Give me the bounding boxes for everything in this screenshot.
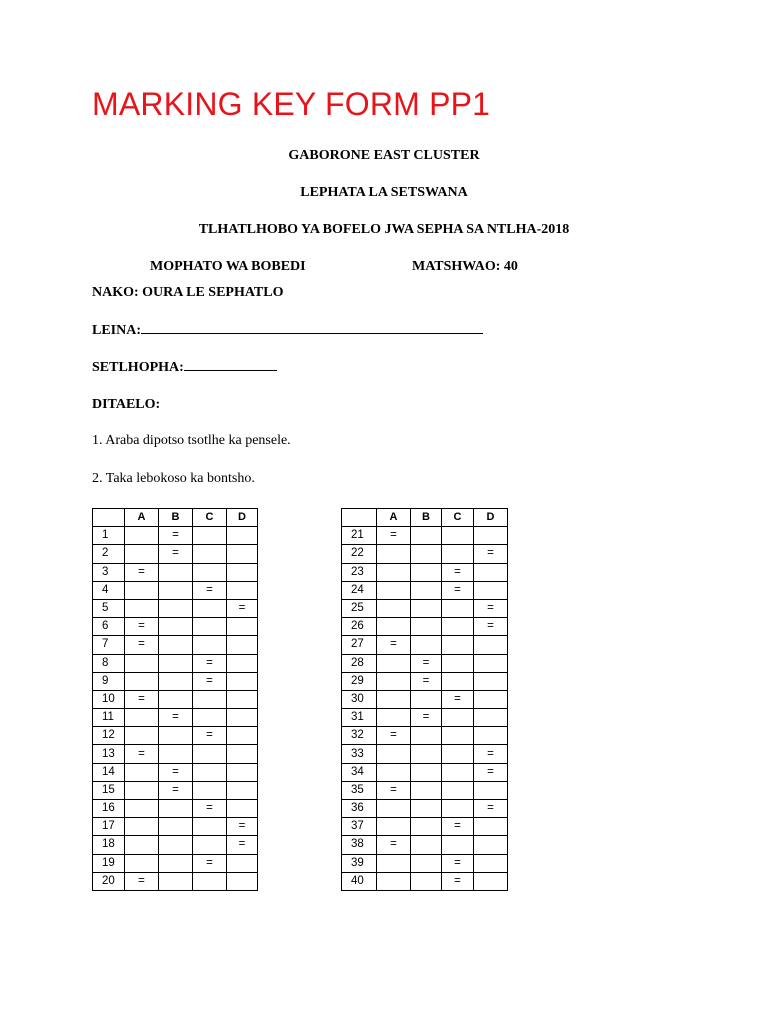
answer-cell-b xyxy=(411,727,442,745)
column-header-number xyxy=(93,509,125,527)
instructions-heading: DITAELO: xyxy=(92,397,161,412)
table-row xyxy=(342,672,508,690)
answer-cell-c xyxy=(442,618,474,636)
answer-cell-b xyxy=(411,545,442,563)
column-header-d: D xyxy=(474,509,508,527)
class-label: SETLHOPHA: xyxy=(92,360,184,375)
answer-mark: = xyxy=(377,636,411,654)
table-row xyxy=(93,672,258,690)
table-row xyxy=(93,727,258,745)
document-title: MARKING KEY FORM PP1 xyxy=(92,86,491,122)
answer-cell-d xyxy=(227,654,258,672)
question-number: 36 xyxy=(342,800,377,818)
answer-mark: = xyxy=(159,709,193,727)
table-row xyxy=(342,527,508,545)
answer-cell-a xyxy=(125,672,159,690)
answer-cell-d xyxy=(474,781,508,799)
answer-cell-b xyxy=(411,854,442,872)
answer-cell-c xyxy=(442,727,474,745)
answer-cell-b xyxy=(411,872,442,890)
answer-cell-b xyxy=(159,654,193,672)
answer-cell-c xyxy=(193,690,227,708)
answer-cell-c xyxy=(193,763,227,781)
answer-cell-d xyxy=(474,836,508,854)
answer-cell-d xyxy=(227,581,258,599)
question-number: 10 xyxy=(93,690,125,708)
table-row xyxy=(93,818,258,836)
answer-cell-d xyxy=(227,527,258,545)
question-number: 9 xyxy=(93,672,125,690)
question-number: 29 xyxy=(342,672,377,690)
answer-cell-c xyxy=(442,672,474,690)
question-number: 22 xyxy=(342,545,377,563)
answer-cell-d xyxy=(227,727,258,745)
column-header-a: A xyxy=(377,509,411,527)
answer-cell-d xyxy=(227,545,258,563)
answer-mark: = xyxy=(125,745,159,763)
question-number: 18 xyxy=(93,836,125,854)
question-number: 25 xyxy=(342,599,377,617)
table-row xyxy=(93,599,258,617)
question-number: 31 xyxy=(342,709,377,727)
answer-mark: = xyxy=(159,781,193,799)
answer-cell-d xyxy=(227,709,258,727)
question-number: 23 xyxy=(342,563,377,581)
answer-cell-d xyxy=(227,781,258,799)
answer-cell-a xyxy=(377,709,411,727)
answer-cell-b xyxy=(159,818,193,836)
table-row xyxy=(93,618,258,636)
answer-cell-c xyxy=(442,527,474,545)
answer-cell-b xyxy=(411,745,442,763)
question-number: 37 xyxy=(342,818,377,836)
answer-cell-d xyxy=(227,872,258,890)
question-number: 35 xyxy=(342,781,377,799)
name-row xyxy=(92,322,483,339)
column-header-c: C xyxy=(193,509,227,527)
class-blank-line[interactable] xyxy=(184,359,277,371)
answer-cell-c xyxy=(442,599,474,617)
answer-mark: = xyxy=(411,654,442,672)
answer-cell-c xyxy=(193,818,227,836)
answer-cell-d xyxy=(227,636,258,654)
answer-cell-c xyxy=(193,872,227,890)
answer-cell-a xyxy=(377,818,411,836)
answer-cell-c xyxy=(193,527,227,545)
answer-cell-c xyxy=(442,781,474,799)
answer-cell-a xyxy=(125,545,159,563)
answer-cell-a xyxy=(377,672,411,690)
answer-mark: = xyxy=(474,599,508,617)
answer-cell-b xyxy=(411,781,442,799)
answer-cell-b xyxy=(411,818,442,836)
answer-cell-a xyxy=(125,854,159,872)
answer-mark: = xyxy=(442,563,474,581)
answer-cell-c xyxy=(442,709,474,727)
answer-mark: = xyxy=(193,854,227,872)
answer-cell-c xyxy=(442,763,474,781)
answer-cell-b xyxy=(411,690,442,708)
answer-cell-a xyxy=(125,599,159,617)
answer-cell-c xyxy=(442,800,474,818)
answer-cell-a xyxy=(125,836,159,854)
question-number: 24 xyxy=(342,581,377,599)
answer-mark: = xyxy=(125,636,159,654)
answer-mark: = xyxy=(411,709,442,727)
answer-mark: = xyxy=(474,763,508,781)
answer-mark: = xyxy=(193,581,227,599)
answer-mark: = xyxy=(442,854,474,872)
table-row xyxy=(93,745,258,763)
answer-cell-d xyxy=(474,854,508,872)
instruction-item: 1. Araba dipotso tsotlhe ka pensele. xyxy=(92,433,291,448)
question-number: 16 xyxy=(93,800,125,818)
column-header-a: A xyxy=(125,509,159,527)
question-number: 6 xyxy=(93,618,125,636)
department-heading: LEPHATA LA SETSWANA xyxy=(300,185,468,200)
answer-mark: = xyxy=(474,545,508,563)
table-row xyxy=(342,763,508,781)
answer-cell-d xyxy=(474,581,508,599)
answer-cell-d xyxy=(474,654,508,672)
table-row xyxy=(93,654,258,672)
answer-cell-b xyxy=(411,563,442,581)
table-header-row xyxy=(93,509,258,527)
answer-cell-d xyxy=(227,854,258,872)
answer-cell-d xyxy=(474,563,508,581)
answer-cell-a xyxy=(377,581,411,599)
answer-key-table-left xyxy=(92,508,258,891)
answer-mark: = xyxy=(442,872,474,890)
answer-cell-d xyxy=(474,818,508,836)
answer-cell-a xyxy=(377,872,411,890)
table-row xyxy=(342,836,508,854)
answer-cell-d xyxy=(474,690,508,708)
exam-heading: TLHATLHOBO YA BOFELO JWA SEPHA SA NTLHA-2018 xyxy=(198,222,570,237)
answer-mark: = xyxy=(377,727,411,745)
table-row xyxy=(342,818,508,836)
instruction-item: 2. Taka lebokoso ka bontsho. xyxy=(92,471,255,486)
answer-cell-a xyxy=(125,581,159,599)
answer-mark: = xyxy=(193,672,227,690)
table-row xyxy=(342,727,508,745)
answer-cell-d xyxy=(474,636,508,654)
answer-cell-c xyxy=(442,654,474,672)
answer-cell-b xyxy=(411,599,442,617)
table-row xyxy=(93,709,258,727)
question-number: 2 xyxy=(93,545,125,563)
answer-cell-b xyxy=(159,563,193,581)
answer-cell-b xyxy=(411,836,442,854)
answer-mark: = xyxy=(125,690,159,708)
table-row xyxy=(342,618,508,636)
column-header-b: B xyxy=(159,509,193,527)
question-number: 20 xyxy=(93,872,125,890)
question-number: 21 xyxy=(342,527,377,545)
answer-cell-c xyxy=(193,781,227,799)
question-number: 4 xyxy=(93,581,125,599)
answer-cell-c xyxy=(193,636,227,654)
question-number: 7 xyxy=(93,636,125,654)
answer-cell-c xyxy=(193,836,227,854)
table-header-row xyxy=(342,509,508,527)
cluster-heading: GABORONE EAST CLUSTER xyxy=(288,148,480,163)
answer-mark: = xyxy=(125,563,159,581)
answer-cell-c xyxy=(193,563,227,581)
table-row xyxy=(93,563,258,581)
answer-cell-b xyxy=(411,581,442,599)
name-label: LEINA: xyxy=(92,323,142,338)
question-number: 11 xyxy=(93,709,125,727)
question-number: 40 xyxy=(342,872,377,890)
answer-mark: = xyxy=(474,618,508,636)
answer-cell-b xyxy=(159,836,193,854)
answer-cell-c xyxy=(193,545,227,563)
question-number: 39 xyxy=(342,854,377,872)
column-header-c: C xyxy=(442,509,474,527)
answer-cell-a xyxy=(125,527,159,545)
question-number: 33 xyxy=(342,745,377,763)
question-number: 1 xyxy=(93,527,125,545)
question-number: 17 xyxy=(93,818,125,836)
question-number: 26 xyxy=(342,618,377,636)
question-number: 15 xyxy=(93,781,125,799)
answer-cell-d xyxy=(227,563,258,581)
answer-cell-d xyxy=(474,709,508,727)
answer-cell-a xyxy=(377,563,411,581)
answer-mark: = xyxy=(193,654,227,672)
answer-cell-d xyxy=(474,672,508,690)
answer-cell-b xyxy=(411,636,442,654)
answer-mark: = xyxy=(442,581,474,599)
answer-cell-b xyxy=(411,527,442,545)
answer-cell-b xyxy=(159,745,193,763)
answer-cell-d xyxy=(474,527,508,545)
answer-cell-a xyxy=(125,763,159,781)
answer-cell-a xyxy=(377,599,411,617)
marks-label: MATSHWAO: 40 xyxy=(412,259,518,274)
answer-cell-a xyxy=(377,690,411,708)
table-row xyxy=(93,781,258,799)
answer-mark: = xyxy=(159,763,193,781)
answer-cell-c xyxy=(442,636,474,654)
table-row xyxy=(342,545,508,563)
answer-cell-b xyxy=(159,872,193,890)
table-row xyxy=(342,872,508,890)
question-number: 19 xyxy=(93,854,125,872)
answer-mark: = xyxy=(474,800,508,818)
answer-cell-b xyxy=(411,800,442,818)
answer-cell-c xyxy=(442,745,474,763)
answer-cell-b xyxy=(159,672,193,690)
answer-mark: = xyxy=(377,836,411,854)
answer-mark: = xyxy=(377,527,411,545)
answer-cell-b xyxy=(159,618,193,636)
column-header-b: B xyxy=(411,509,442,527)
answer-cell-a xyxy=(125,781,159,799)
answer-cell-a xyxy=(125,654,159,672)
answer-cell-a xyxy=(377,745,411,763)
table-row xyxy=(93,636,258,654)
question-number: 32 xyxy=(342,727,377,745)
table-row xyxy=(342,854,508,872)
answer-cell-d xyxy=(474,872,508,890)
question-number: 28 xyxy=(342,654,377,672)
answer-cell-d xyxy=(227,618,258,636)
answer-key-table-right xyxy=(341,508,508,891)
answer-mark: = xyxy=(193,800,227,818)
answer-cell-c xyxy=(442,836,474,854)
question-number: 13 xyxy=(93,745,125,763)
answer-cell-a xyxy=(377,545,411,563)
table-row xyxy=(342,636,508,654)
table-row xyxy=(93,690,258,708)
answer-mark: = xyxy=(159,545,193,563)
answer-cell-a xyxy=(125,727,159,745)
answer-cell-a xyxy=(125,709,159,727)
question-number: 14 xyxy=(93,763,125,781)
answer-mark: = xyxy=(474,745,508,763)
table-row xyxy=(342,654,508,672)
question-number: 27 xyxy=(342,636,377,654)
class-row xyxy=(92,359,277,376)
answer-cell-b xyxy=(159,581,193,599)
answer-mark: = xyxy=(159,527,193,545)
name-blank-line[interactable] xyxy=(141,322,483,334)
answer-cell-d xyxy=(227,745,258,763)
answer-cell-a xyxy=(377,654,411,672)
answer-cell-a xyxy=(377,618,411,636)
answer-cell-b xyxy=(411,763,442,781)
answer-cell-b xyxy=(411,618,442,636)
answer-cell-c xyxy=(193,618,227,636)
table-row xyxy=(93,527,258,545)
question-number: 34 xyxy=(342,763,377,781)
time-label: NAKO: OURA LE SEPHATLO xyxy=(92,285,284,300)
answer-cell-b xyxy=(159,800,193,818)
answer-cell-c xyxy=(193,599,227,617)
table-row xyxy=(93,800,258,818)
table-row xyxy=(93,545,258,563)
answer-cell-a xyxy=(377,854,411,872)
answer-cell-c xyxy=(442,545,474,563)
answer-cell-d xyxy=(227,690,258,708)
answer-cell-c xyxy=(193,709,227,727)
answer-cell-d xyxy=(474,727,508,745)
question-number: 5 xyxy=(93,599,125,617)
answer-cell-d xyxy=(227,672,258,690)
table-row xyxy=(342,745,508,763)
answer-cell-a xyxy=(377,800,411,818)
table-row xyxy=(93,854,258,872)
column-header-d: D xyxy=(227,509,258,527)
answer-cell-a xyxy=(125,800,159,818)
answer-mark: = xyxy=(411,672,442,690)
answer-cell-d xyxy=(227,800,258,818)
table-row xyxy=(342,781,508,799)
answer-cell-c xyxy=(193,745,227,763)
table-row xyxy=(93,763,258,781)
answer-cell-b xyxy=(159,727,193,745)
question-number: 8 xyxy=(93,654,125,672)
answer-cell-b xyxy=(159,599,193,617)
question-number: 30 xyxy=(342,690,377,708)
level-label: MOPHATO WA BOBEDI xyxy=(150,259,306,274)
answer-mark: = xyxy=(442,818,474,836)
answer-cell-b xyxy=(159,854,193,872)
answer-cell-b xyxy=(159,690,193,708)
table-row xyxy=(342,563,508,581)
column-header-number xyxy=(342,509,377,527)
table-row xyxy=(342,709,508,727)
table-row xyxy=(342,599,508,617)
answer-mark: = xyxy=(193,727,227,745)
question-number: 3 xyxy=(93,563,125,581)
answer-mark: = xyxy=(227,836,258,854)
question-number: 12 xyxy=(93,727,125,745)
answer-mark: = xyxy=(125,618,159,636)
answer-mark: = xyxy=(227,818,258,836)
question-number: 38 xyxy=(342,836,377,854)
answer-cell-b xyxy=(159,636,193,654)
answer-mark: = xyxy=(377,781,411,799)
table-row xyxy=(93,872,258,890)
table-row xyxy=(342,800,508,818)
answer-cell-d xyxy=(227,763,258,781)
table-row xyxy=(342,690,508,708)
table-row xyxy=(342,581,508,599)
answer-cell-a xyxy=(125,818,159,836)
table-row xyxy=(93,581,258,599)
answer-mark: = xyxy=(125,872,159,890)
table-row xyxy=(93,836,258,854)
answer-cell-a xyxy=(377,763,411,781)
answer-mark: = xyxy=(442,690,474,708)
answer-mark: = xyxy=(227,599,258,617)
